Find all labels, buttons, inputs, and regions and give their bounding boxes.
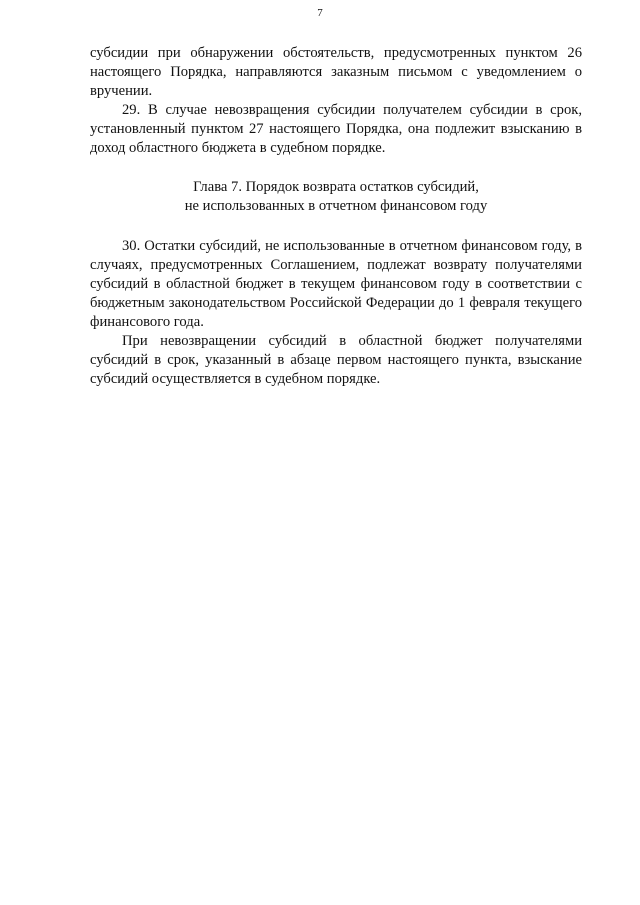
paragraph-29: 29. В случае невозвращения субсидии получателем субсидии в срок, установленный пунктом 27 настоящего Порядка, она подлежит взысканию в доход областного бюджета в судебном порядке. xyxy=(90,102,582,156)
paragraph-30: 30. Остатки субсидий, не использованные в отчетном финансовом году, в случаях, предусмотренных Соглашением, подлежат возврату получателями субсидий в областной бюджет в текущем финансовом году в соответствии с бюджетным законодательством Российской Федерации до 1 февраля текущего финансового года. xyxy=(90,238,582,330)
paragraph-30-second: При невозвращении субсидий в областной бюджет получателями субсидий в срок, указанный в абзаце первом настоящего пункта, взыскание субсидий осуществляется в судебном порядке. xyxy=(90,333,582,387)
page-number: 7 xyxy=(317,7,323,19)
document-body xyxy=(90,44,582,389)
chapter-title-line-2: не использованных в отчетном финансовом году xyxy=(184,198,488,214)
paragraph-continuation: субсидии при обнаружении обстоятельств, предусмотренных пунктом 26 настоящего Порядка, направляются заказным письмом с уведомлением о вручении. xyxy=(90,45,582,99)
chapter-title-line-1: Глава 7. Порядок возврата остатков субсидий, xyxy=(193,179,479,195)
chapter-heading xyxy=(90,178,582,216)
